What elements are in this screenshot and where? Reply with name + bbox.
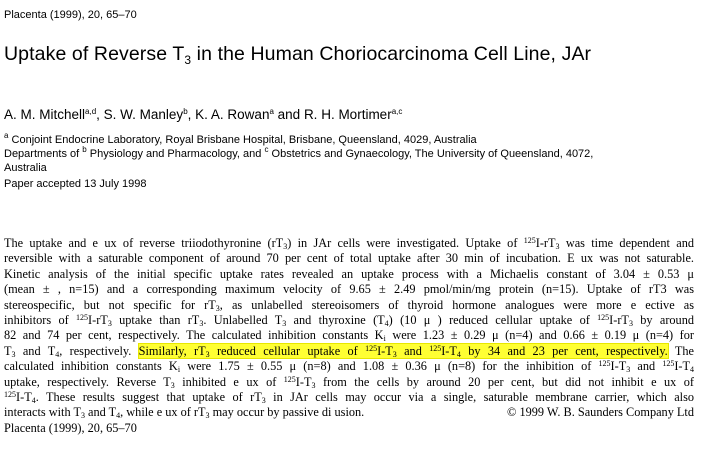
abstract-line: (mean ± , n=15) and a corresponding maximum velocity of 9.65 ± 2.49 pmol/min/mg protein (n=15). Uptake of rT3 was (4, 282, 694, 297)
abstract-line: inhibitors of $^{125}I-rT_3$ uptake than $rT_3$. Unlabelled $T_3$ and thyroxine $(T_4)$ (10 μ ) reduced cellular uptake of $^{125}I-rT_3$ by around (4, 312, 695, 328)
author-name: S. W. Manley (103, 107, 184, 122)
abstract-line: calculated inhibition constants $K_i$ were 1.75 ± 0.55 μ (n=8) and 1.08 ± 0.36 μ (n=8) for the inhibition of $^{125}I-T_3$ and $^{125}I-T_4$ (4, 359, 695, 375)
abstract (4, 236, 694, 436)
affiliation-line: $^a$ Conjoint Endocrine Laboratory, Royal Brisbane Hospital, Brisbane, Queensland, 4029, Australia (4, 131, 477, 146)
footer-citation: Placenta (1999), 20, 65–70 (4, 420, 137, 435)
abstract-line: Kinetic analysis of the initial specific uptake rates revealed an uptake process with a Michaelis constant of 3.04 ± 0.53 μ (4, 266, 694, 281)
author-list: A. M. Mitchell$^{a,d}$, S. W. Manley$^b$, K. A. Rowan$^a$ and R. H. Mortimer$^{a,c}$ (4, 107, 403, 122)
affiliation-line: Australia (4, 162, 47, 174)
copyright-notice: © 1999 W. B. Saunders Company Ltd (507, 405, 694, 420)
abstract-line: $^{125}I-T_4$. These results suggest that uptake of $rT_3$ in JAr cells may occur via a single, saturable membrane carrier, which also (4, 389, 694, 405)
abstract-line: 82 and 74 per cent, respectively. The calculated inhibition constants $K_i$ were 1.23 ± 0.29 μ (n=4) and 0.66 ± 0.19 μ (n=4) for (4, 328, 695, 344)
abstract-line: uptake, respectively. Reverse $T_3$ inhibited e ux of $^{125}I-T_3$ from the cells by around 20 per cent, but did not inhibit e ux of (4, 374, 694, 390)
abstract-line: reversible with a saturable component of around 70 per cent of total uptake after 30 min of incubation. E ux was not saturable. (4, 251, 694, 266)
abstract-line: $T_3$ and $T_4$, respectively. Similarly, $rT_3$ reduced cellular uptake of $^{125}I-T_3$ and $^{125}I-T_4$ by 34 and 23 per cent, respectively. The (4, 343, 694, 359)
highlighted-sentence: Similarly, $rT_3$ reduced cellular uptake of $^{125}I-T_3$ and $^{125}I-T_4$ by 34 and 23 per cent, respectively. (138, 343, 668, 359)
journal-citation: Placenta (1999), 20, 65–70 (4, 9, 137, 21)
author-name: K. A. Rowan (195, 107, 270, 122)
accepted-date: Paper accepted 13 July 1998 (4, 178, 147, 190)
abstract-line: stereospecific, but not specific for $rT_3$, as unlabelled stereoisomers of thyroid hormone analogues were more e ective as (4, 297, 694, 313)
author-name: R. H. Mortimer (303, 107, 392, 122)
abstract-line: The uptake and e ux of reverse triiodothyronine $(rT_3)$ in JAr cells were investigated. Uptake of $^{125}I-rT_3$ was time dependent and (4, 236, 695, 251)
author-name: A. M. Mitchell (4, 107, 86, 122)
affiliation-line: Departments of $^b$ Physiology and Pharmacology, and $^c$ Obstetrics and Gynaecology, The University of Queensland, 4072, (4, 145, 594, 160)
paper-title: Uptake of Reverse $T_3$ in the Human Choriocarcinoma Cell Line, JAr (4, 43, 592, 67)
abstract-closing: interacts with $T_3$ and $T_4$, while e ux of $rT_3$ may occur by passive di usion. (4, 405, 365, 421)
abstract-line (4, 405, 694, 420)
